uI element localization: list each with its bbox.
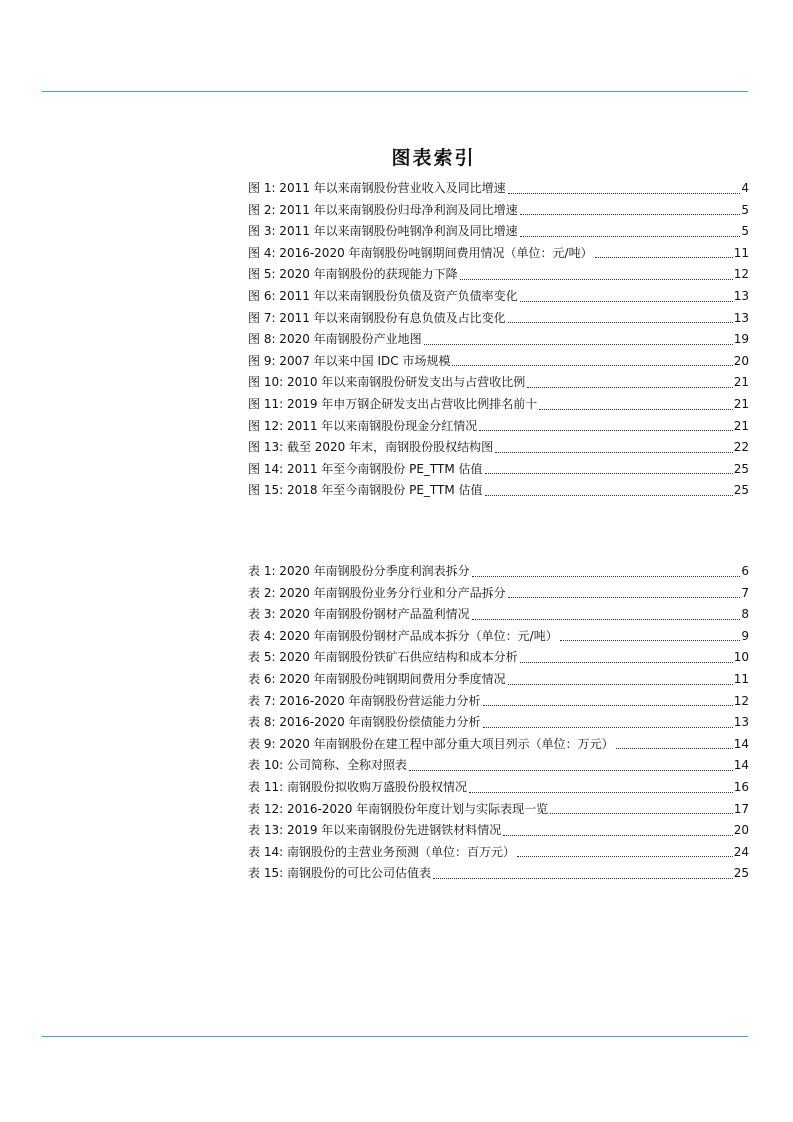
- figure-entry-title[interactable]: 图 8: 2020 年南钢股份产业地图: [248, 332, 422, 347]
- table-entry-page-number[interactable]: 14: [733, 758, 749, 773]
- dot-leader: [508, 322, 733, 323]
- table-entry-title[interactable]: 表 3: 2020 年南钢股份钢材产品盈利情况: [248, 607, 470, 622]
- dot-leader: [560, 640, 741, 641]
- table-index-entry[interactable]: [248, 755, 749, 777]
- table-entry-title[interactable]: 表 15: 南钢股份的可比公司估值表: [248, 866, 431, 881]
- table-entry-page-number[interactable]: 17: [733, 801, 749, 816]
- figure-entry-page-number[interactable]: 25: [733, 483, 749, 498]
- figure-entry-page-number[interactable]: 21: [733, 396, 749, 411]
- figure-entry-title[interactable]: 图 15: 2018 年至今南钢股份 PE_TTM 估值: [248, 483, 483, 498]
- figure-entry-page-number[interactable]: 20: [733, 353, 749, 368]
- table-index-entry[interactable]: [248, 777, 749, 799]
- figure-entry-page-number[interactable]: 19: [733, 332, 749, 347]
- figure-entry-title[interactable]: 图 12: 2011 年以来南钢股份现金分红情况: [248, 418, 478, 433]
- figure-entry-title[interactable]: 图 7: 2011 年以来南钢股份有息负债及占比变化: [248, 310, 506, 325]
- figure-entry-page-number[interactable]: 11: [733, 245, 749, 260]
- figure-index-entry[interactable]: [248, 437, 749, 459]
- figure-index-entry[interactable]: [248, 329, 749, 351]
- figure-entry-title[interactable]: 图 14: 2011 年至今南钢股份 PE_TTM 估值: [248, 461, 483, 476]
- table-entry-page-number[interactable]: 13: [733, 715, 749, 730]
- figure-index-entry[interactable]: [248, 308, 749, 330]
- figure-entry-page-number[interactable]: 13: [733, 288, 749, 303]
- figure-entry-page-number[interactable]: 13: [733, 310, 749, 325]
- dot-leader: [485, 473, 733, 474]
- table-entry-page-number[interactable]: 8: [741, 607, 749, 622]
- table-entry-title[interactable]: 表 1: 2020 年南钢股份分季度利润表拆分: [248, 564, 470, 578]
- dot-leader: [472, 576, 741, 577]
- table-entry-page-number[interactable]: 7: [741, 585, 749, 600]
- table-index-entry[interactable]: [248, 669, 749, 691]
- table-entry-title[interactable]: 表 10: 公司简称、全称对照表: [248, 758, 407, 773]
- figure-entry-title[interactable]: 图 9: 2007 年以来中国 IDC 市场规模: [248, 353, 451, 368]
- figure-index-entry[interactable]: [248, 178, 749, 200]
- table-index: [248, 561, 749, 885]
- table-entry-title[interactable]: 表 11: 南钢股份拟收购万盛股份股权情况: [248, 779, 467, 794]
- table-entry-page-number[interactable]: 25: [733, 866, 749, 881]
- dot-leader: [520, 236, 741, 237]
- table-entry-title[interactable]: 表 9: 2020 年南钢股份在建工程中部分重大项目列示（单位：万元）: [248, 736, 614, 751]
- figure-entry-page-number[interactable]: 21: [733, 418, 749, 433]
- dot-leader: [520, 662, 733, 663]
- dot-leader: [527, 387, 732, 388]
- dot-leader: [469, 792, 733, 793]
- figure-entry-title[interactable]: 图 5: 2020 年南钢股份的获现能力下降: [248, 267, 458, 282]
- dot-leader: [503, 835, 732, 836]
- dot-leader: [508, 193, 741, 194]
- table-index-entry[interactable]: [248, 626, 749, 648]
- table-index-entry[interactable]: [248, 583, 749, 605]
- table-index-entry[interactable]: [248, 712, 749, 734]
- table-entry-title[interactable]: 表 12: 2016-2020 年南钢股份年度计划与实际表现一览: [248, 801, 549, 816]
- table-index-entry[interactable]: [248, 734, 749, 756]
- table-index-entry[interactable]: [248, 691, 749, 713]
- table-index-entry[interactable]: [248, 863, 749, 885]
- dot-leader: [483, 727, 733, 728]
- figure-entry-page-number[interactable]: 5: [741, 224, 749, 239]
- figure-index-entry[interactable]: [248, 372, 749, 394]
- dot-leader: [460, 279, 733, 280]
- table-entry-page-number[interactable]: 10: [733, 650, 749, 665]
- dot-leader: [520, 214, 741, 215]
- table-entry-title[interactable]: 表 13: 2019 年以来南钢股份先进钢铁材料情况: [248, 823, 502, 838]
- dot-leader: [424, 344, 733, 345]
- figure-entry-page-number[interactable]: 21: [733, 375, 749, 390]
- dot-leader: [517, 856, 733, 857]
- table-entry-page-number[interactable]: 24: [733, 844, 749, 859]
- dot-leader: [409, 770, 733, 771]
- table-entry-page-number[interactable]: 6: [741, 564, 749, 578]
- dot-leader: [495, 452, 733, 453]
- table-entry-title[interactable]: 表 7: 2016-2020 年南钢股份营运能力分析: [248, 693, 481, 708]
- table-entry-title[interactable]: 表 6: 2020 年南钢股份吨钢期间费用分季度情况: [248, 671, 506, 686]
- table-entry-title[interactable]: 表 14: 南钢股份的主营业务预测（单位：百万元）: [248, 844, 515, 859]
- table-entry-page-number[interactable]: 12: [733, 693, 749, 708]
- figure-index-entry[interactable]: [248, 200, 749, 222]
- dot-leader: [595, 257, 733, 258]
- figure-index-entry[interactable]: [248, 416, 749, 438]
- dot-leader: [433, 878, 733, 879]
- figure-entry-title[interactable]: 图 1: 2011 年以来南钢股份营业收入及同比增速: [248, 181, 506, 195]
- page-title: 图表索引: [391, 147, 476, 169]
- figure-entry-title[interactable]: 图 10: 2010 年以来南钢股份研发支出与占营收比例: [248, 375, 526, 390]
- dot-leader: [479, 430, 732, 431]
- table-entry-page-number[interactable]: 16: [733, 779, 749, 794]
- figure-index-entry[interactable]: [248, 243, 749, 265]
- dot-leader: [452, 365, 732, 366]
- figure-entry-title[interactable]: 图 6: 2011 年以来南钢股份负债及资产负债率变化: [248, 288, 518, 303]
- figure-index: [248, 178, 749, 502]
- table-entry-page-number[interactable]: 9: [741, 628, 749, 643]
- dot-leader: [550, 813, 733, 814]
- figure-index-entry[interactable]: [248, 459, 749, 481]
- dot-leader: [472, 619, 741, 620]
- figure-entry-page-number[interactable]: 12: [733, 267, 749, 282]
- dot-leader: [520, 301, 733, 302]
- table-entry-title[interactable]: 表 4: 2020 年南钢股份钢材产品成本拆分（单位：元/吨）: [248, 628, 558, 643]
- figure-entry-title[interactable]: 图 13: 截至 2020 年末，南钢股份股权结构图: [248, 440, 494, 455]
- figure-index-entry[interactable]: [248, 286, 749, 308]
- figure-entry-page-number[interactable]: 25: [733, 461, 749, 476]
- figure-entry-page-number[interactable]: 5: [741, 202, 749, 217]
- figure-index-entry[interactable]: [248, 351, 749, 373]
- table-entry-page-number[interactable]: 20: [733, 823, 749, 838]
- dot-leader: [508, 684, 733, 685]
- figure-index-entry[interactable]: [248, 394, 749, 416]
- figure-index-entry[interactable]: [248, 221, 749, 243]
- table-index-entry[interactable]: [248, 799, 749, 821]
- figure-index-entry[interactable]: [248, 480, 749, 502]
- dot-leader: [508, 597, 741, 598]
- table-index-entry[interactable]: [248, 647, 749, 669]
- figure-entry-page-number[interactable]: 22: [733, 440, 749, 455]
- table-index-entry[interactable]: [248, 604, 749, 626]
- table-entry-title[interactable]: 表 5: 2020 年南钢股份铁矿石供应结构和成本分析: [248, 650, 518, 665]
- table-index-entry[interactable]: [248, 561, 749, 583]
- figure-index-entry[interactable]: [248, 264, 749, 286]
- table-entry-page-number[interactable]: 14: [733, 736, 749, 751]
- table-index-entry[interactable]: [248, 842, 749, 864]
- footer-rule: [42, 1036, 748, 1037]
- figure-entry-title[interactable]: 图 2: 2011 年以来南钢股份归母净利润及同比增速: [248, 202, 518, 217]
- dot-leader: [616, 748, 733, 749]
- table-entry-title[interactable]: 表 8: 2016-2020 年南钢股份偿债能力分析: [248, 715, 481, 730]
- table-entry-page-number[interactable]: 11: [733, 671, 749, 686]
- dot-leader: [483, 705, 733, 706]
- figure-entry-title[interactable]: 图 3: 2011 年以来南钢股份吨钢净利润及同比增速: [248, 224, 518, 239]
- dot-leader: [485, 495, 733, 496]
- figure-entry-title[interactable]: 图 11: 2019 年申万钢企研发支出占营收比例排名前十: [248, 396, 538, 411]
- figure-entry-page-number[interactable]: 4: [741, 181, 749, 195]
- figure-entry-title[interactable]: 图 4: 2016-2020 年南钢股份吨钢期间费用情况（单位：元/吨）: [248, 245, 593, 260]
- dot-leader: [539, 409, 732, 410]
- table-index-entry[interactable]: [248, 820, 749, 842]
- header-rule: [42, 91, 748, 92]
- table-entry-title[interactable]: 表 2: 2020 年南钢股份业务分行业和分产品拆分: [248, 585, 506, 600]
